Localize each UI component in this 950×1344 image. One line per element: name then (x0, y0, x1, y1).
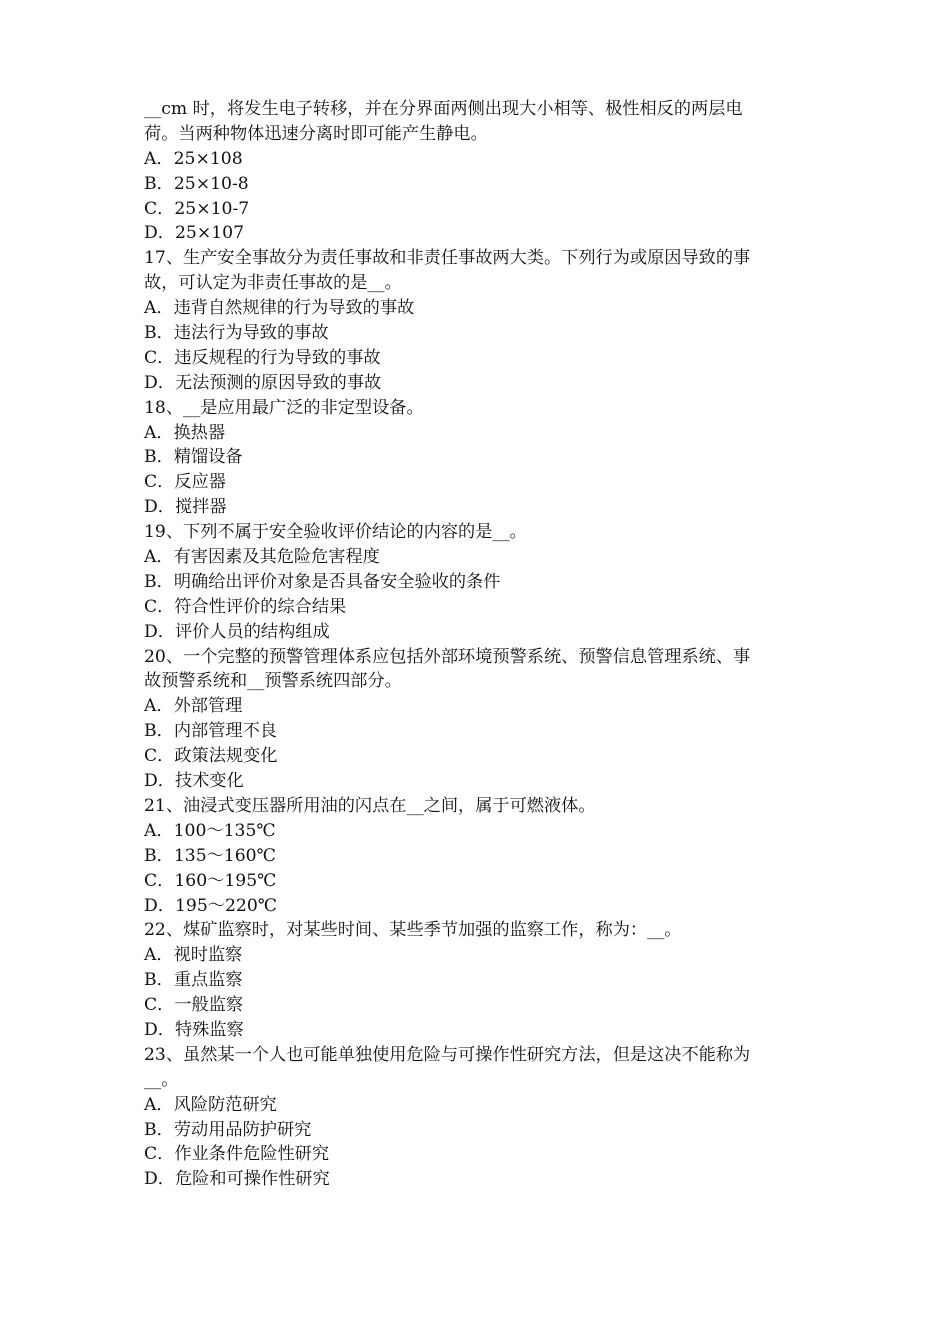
answer-option: C．反应器 (144, 472, 226, 493)
question-block (144, 645, 810, 794)
question-block (144, 246, 810, 395)
answer-option: C．符合性评价的综合结果 (144, 596, 347, 617)
answer-option: D．195～220℃ (144, 895, 277, 916)
question-text: 故预警系统和__预警系统四部分。 (144, 671, 402, 692)
answer-option: C．一般监察 (144, 995, 244, 1016)
question-block (144, 396, 810, 520)
answer-option: D．25×107 (144, 223, 245, 244)
answer-option: D．评价人员的结构组成 (144, 621, 330, 642)
answer-option: B．25×10-8 (144, 173, 249, 194)
question-block (144, 794, 810, 918)
answer-option: A．换热器 (144, 422, 226, 443)
answer-option: A．25×108 (144, 148, 243, 169)
question-block (144, 520, 810, 644)
answer-option: D．无法预测的原因导致的事故 (144, 372, 382, 393)
answer-option: D．危险和可操作性研究 (144, 1169, 330, 1190)
question-text: 17、生产安全事故分为责任事故和非责任事故两大类。下列行为或原因导致的事 (144, 248, 751, 269)
answer-option: C．作业条件危险性研究 (144, 1144, 330, 1165)
question-block (144, 97, 810, 246)
question-text: 荷。当两种物体迅速分离时即可能产生静电。 (144, 123, 488, 144)
answer-option: D．特殊监察 (144, 1019, 244, 1040)
question-block (144, 1043, 810, 1192)
question-text: 19、下列不属于安全验收评价结论的内容的是__。 (144, 522, 527, 543)
answer-option: A．外部管理 (144, 696, 243, 717)
answer-option: C．160～195℃ (144, 870, 277, 891)
question-text: 23、虽然某一个人也可能单独使用危险与可操作性研究方法，但是这决不能称为 (144, 1044, 751, 1065)
answer-option: D．技术变化 (144, 771, 244, 792)
question-text: 故，可认定为非责任事故的是__。 (144, 273, 402, 294)
answer-option: B．劳动用品防护研究 (144, 1119, 312, 1140)
question-text: 20、一个完整的预警管理体系应包括外部环境预警系统、预警信息管理系统、事 (144, 646, 751, 667)
answer-option: A．100～135℃ (144, 820, 276, 841)
document-page (144, 97, 810, 1192)
question-text: 22、煤矿监察时，对某些时间、某些季节加强的监察工作，称为：__。 (144, 920, 682, 941)
answer-option: A．风险防范研究 (144, 1094, 277, 1115)
question-text: __cm 时，将发生电子转移，并在分界面两侧出现大小相等、极性相反的两层电 (144, 99, 743, 119)
question-block (144, 918, 810, 1042)
question-text: 18、__是应用最广泛的非定型设备。 (144, 397, 424, 418)
question-text: __。 (144, 1069, 179, 1090)
answer-option: B．重点监察 (144, 970, 243, 991)
answer-option: B．精馏设备 (144, 447, 243, 468)
answer-option: C．违反规程的行为导致的事故 (144, 347, 381, 368)
answer-option: C．25×10-7 (144, 198, 250, 219)
answer-option: B．内部管理不良 (144, 721, 277, 742)
answer-option: C．政策法规变化 (144, 746, 278, 767)
answer-option: B．违法行为导致的事故 (144, 323, 329, 344)
answer-option: B．135～160℃ (144, 845, 276, 866)
answer-option: A．违背自然规律的行为导致的事故 (144, 298, 415, 319)
question-text: 21、油浸式变压器所用油的闪点在__之间，属于可燃液体。 (144, 795, 596, 816)
answer-option: D．搅拌器 (144, 497, 227, 518)
answer-option: B．明确给出评价对象是否具备安全验收的条件 (144, 571, 501, 592)
answer-option: A．视时监察 (144, 945, 243, 966)
answer-option: A．有害因素及其危险危害程度 (144, 547, 380, 568)
